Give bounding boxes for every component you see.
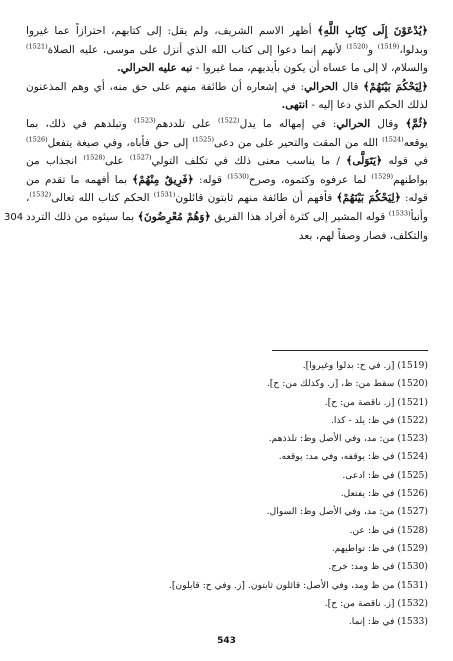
footnote-ref: (1519) bbox=[377, 42, 400, 51]
footnote-ref: (1533) bbox=[388, 209, 411, 218]
footnote-ref: (1523) bbox=[134, 116, 156, 125]
footnote: (1532) [ز. ناقصة من: ح]. bbox=[324, 597, 428, 609]
main-text bbox=[26, 22, 428, 245]
footnote-divider bbox=[272, 350, 428, 351]
margin-page-number: 304 bbox=[4, 212, 24, 223]
paragraph-2: ﴿لِيَحْكُمَ بَيْنَهُمْ﴾ قال الحرالي: في إشعاره أن طائفة منهم على حق منه، أي وهم المذعنون لذلك الحكم الذي دعا إليه - انتهى. bbox=[26, 80, 428, 112]
footnote: (1530) في ظ ومد: خرج. bbox=[328, 561, 428, 573]
footnote-ref: (1531) bbox=[153, 190, 176, 199]
quran-quote: ﴿يُدْعَوْنَ إِلَى كِتَابِ اللَّهِ﴾ bbox=[317, 25, 428, 37]
paragraph-1: ﴿يُدْعَوْنَ إِلَى كِتَابِ اللَّهِ﴾ أظهر الاسم الشريف، ولم يقل: إلى كتابهم، احترازاً عما غيروا وبدلوا،$^{(1519)}$ و$^{(1520)}$ لأنهم إنما دعوا إلى كتاب الله الذي أنزل على موسى، عليه الصلاة$^{(1521)}$ والسلام، لا إلى ما عساه أن يكون بأيديهم، مما غيروا - نبه عليه الحرالي. bbox=[26, 25, 429, 75]
footnote-ref: (1524) bbox=[382, 135, 404, 144]
footnote-ref: (1530) bbox=[227, 172, 249, 181]
footnote: (1525) في ظ: ادعى. bbox=[342, 469, 428, 481]
attribution: نبه عليه الحرالي. bbox=[116, 62, 193, 75]
page-number: 543 bbox=[217, 636, 236, 646]
footnote-ref: (1527) bbox=[129, 153, 152, 162]
footnotes bbox=[30, 357, 428, 631]
footnote: (1531) من ظ ومد، وفي الأصل: قائلون ثابتون. [ز. وفي ح: قابلون]. bbox=[168, 579, 428, 591]
footnote: (1522) في ظ: يلد - كذا. bbox=[330, 414, 428, 426]
footnote: (1521) [ز. ناقصة من: ح]. bbox=[324, 396, 428, 408]
quran-quote: ﴿لِيَحْكُمَ بَيْنَهُمْ﴾ bbox=[336, 192, 401, 205]
footnote-ref: (1526) bbox=[26, 135, 48, 144]
footnote: (1528) في ظ: عن. bbox=[349, 524, 428, 536]
footnote-ref: (1522) bbox=[217, 116, 240, 125]
footnote: (1523) من: مد، وفي الأصل وظ: تلذذهم. bbox=[268, 433, 428, 445]
footnote: (1533) في ظ: إنما. bbox=[348, 616, 428, 628]
author-name: الحرالي bbox=[336, 117, 371, 130]
footnote: (1520) سقط من: ظ، [ز. وكذلك من: ح]. bbox=[266, 378, 428, 390]
quran-quote: ﴿وَهُمْ مُعْرِضُونَ﴾ bbox=[137, 210, 211, 223]
footnote: (1527) من: مد، وفي الأصل وظ: السوال. bbox=[266, 506, 428, 518]
footnote-ref: (1529) bbox=[371, 172, 394, 181]
footnote-ref: (1520) bbox=[346, 42, 368, 51]
footnote: (1529) في ظ: تواطيهم. bbox=[331, 542, 428, 554]
footnote: (1519) [ز. في ح: بدلوا وغيروا]. bbox=[302, 360, 428, 371]
footnote-ref: (1532) bbox=[29, 190, 52, 199]
quran-quote: ﴿ثُمَّ﴾ bbox=[405, 117, 428, 130]
paragraph-3: ﴿ثُمَّ﴾ وقال الحرالي: في إمهاله ما يدل$^{(1522)}$ على تلددهم$^{(1523)}$ وتبلدهم في ذلك، بما يوقعه$^{(1524)}$ الله من المقت والتحير على من دعى$^{(1525)}$ إلى حق فأباه، وفي صيغة يتفعل$^{(1526)}$ في قوله ﴿يَتَوَلَّى﴾ / ما يناسب معنى ذلك في تكلف التولي$^{(1527)}$ على$^{(1528)}$ انجذاب من بواطنهم$^{(1529)}$ لما عرفوه وكتموه، وصرح$^{(1530)}$ قوله: ﴿فَرِيقٌ مِنْهُمْ﴾ بما أفهمه ما تقدم من قوله: ﴿لِيَحْكُمَ بَيْنَهُمْ﴾ فأفهم أن طائفة منهم ثابتون قائلون$^{(1531)}$ الحكم كتاب الله تعالى$^{(1532)}$، وأنبأ$^{(1533)}$ قوله المشير إلى كثرة أفراد هذا الفريق ﴿وَهُمْ مُعْرِضُونَ﴾ بما سيئوه من ذلك التردد والتكلف، فصار وصفاً لهم، بعد bbox=[26, 116, 429, 242]
quran-quote: ﴿لِيَحْكُمَ بَيْنَهُمْ﴾ bbox=[363, 80, 428, 93]
footnote: (1526) في ظ: يفتعل. bbox=[340, 488, 428, 500]
author-name: الحرالي bbox=[304, 80, 338, 93]
footnote-ref: (1525) bbox=[192, 135, 214, 144]
footnote-ref: (1528) bbox=[83, 153, 106, 162]
quran-quote: ﴿يَتَوَلَّى﴾ bbox=[346, 155, 383, 168]
footnote: (1524) في ظ: يوقفه، وفي مد: يوقعه. bbox=[278, 451, 428, 463]
footnote-ref: (1521) bbox=[26, 42, 48, 51]
end-marker: انتهى. bbox=[281, 99, 309, 112]
quran-quote: ﴿فَرِيقٌ مِنْهُمْ﴾ bbox=[132, 173, 194, 186]
